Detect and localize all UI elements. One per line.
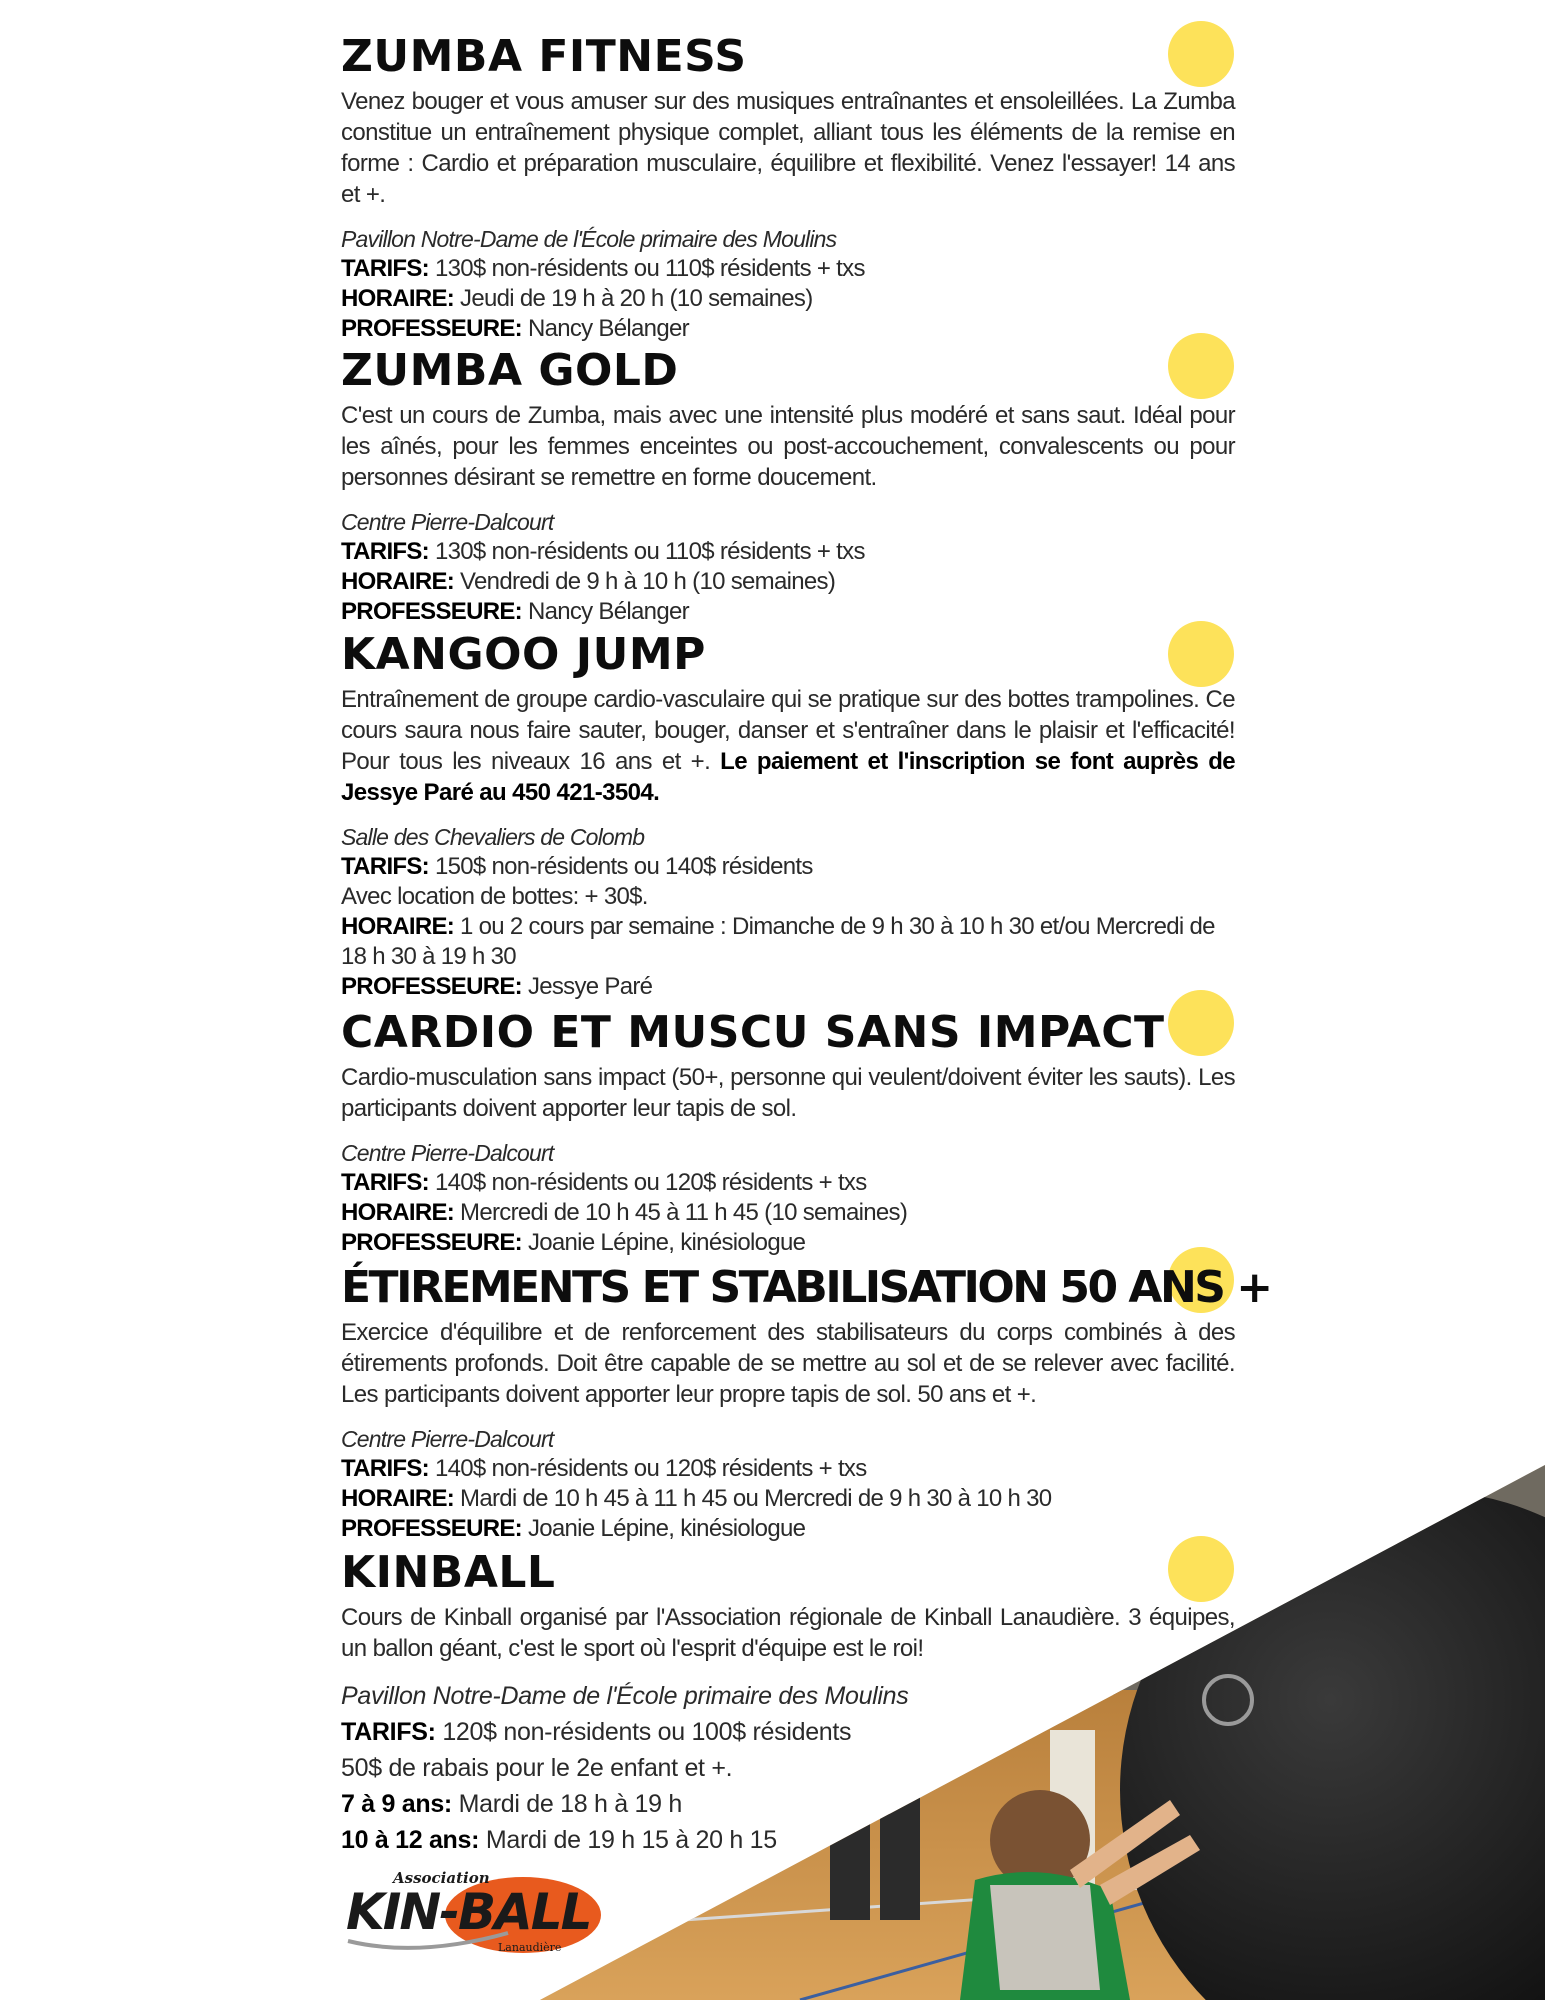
- tarifs-label: TARIFS:: [341, 1718, 436, 1746]
- horaire-value: Mercredi de 10 h 45 à 11 h 45 (10 semaines): [460, 1199, 908, 1226]
- course-cardio-muscu: [341, 1006, 1235, 1258]
- course-kangoo-jump: [341, 628, 1235, 1002]
- course-description: [341, 684, 1235, 808]
- course-title: ÉTIREMENTS ET STABILISATION 50 ANS +: [341, 1262, 1271, 1313]
- course-zumba-fitness: [341, 30, 1235, 344]
- age-group-value: Mardi de 19 h 15 à 20 h 15: [485, 1826, 777, 1854]
- course-title: ZUMBA GOLD: [341, 345, 679, 396]
- course-professeure: [341, 1514, 1235, 1544]
- age-group-value: Mardi de 18 h à 19 h: [458, 1790, 682, 1818]
- tarifs-label: TARIFS:: [341, 255, 429, 282]
- course-description: Exercice d'équilibre et de renforcement des stabilisateurs du corps combinés à des étirements profonds. Doit être capable de se mettre au sol et de se relever avec facilité. Les participants doivent apporter leur propre tapis de sol. 50 ans et +.: [341, 1319, 1235, 1408]
- logo-bottom-text: Lanaudière: [498, 1941, 562, 1954]
- tarifs-value: 130$ non-résidents ou 110$ résidents + txs: [434, 538, 865, 565]
- course-horaire: [341, 567, 1235, 597]
- course-location: Pavillon Notre-Dame de l'École primaire des Moulins: [341, 1682, 909, 1710]
- professeure-value: Joanie Lépine, kinésiologue: [527, 1229, 806, 1256]
- horaire-label: HORAIRE:: [341, 568, 455, 595]
- course-tarifs: [341, 1714, 1235, 1750]
- tarifs-value: 130$ non-résidents ou 110$ résidents + txs: [434, 255, 865, 282]
- kinball-association-logo: [338, 1863, 608, 1963]
- course-tarifs: [341, 254, 1235, 284]
- course-etirements: [341, 1261, 1271, 1544]
- course-horaire: [341, 912, 1235, 972]
- tarifs-label: TARIFS:: [341, 1169, 429, 1196]
- logo-main-text: KIN-BALL: [346, 1883, 591, 1941]
- horaire-value: Jeudi de 19 h à 20 h (10 semaines): [460, 285, 813, 312]
- course-professeure: [341, 597, 1235, 627]
- course-title: KINBALL: [341, 1547, 556, 1598]
- course-horaire: [341, 1484, 1235, 1514]
- horaire-label: HORAIRE:: [341, 1485, 455, 1512]
- professeure-label: PROFESSEURE:: [341, 315, 522, 342]
- description-bold: Le paiement et l'inscription se font auprès de Jessye Paré au 450 421-3504.: [341, 748, 1236, 806]
- age-group-label: 10 à 12 ans:: [341, 1826, 480, 1854]
- course-location: Pavillon Notre-Dame de l'École primaire des Moulins: [341, 226, 837, 252]
- tarifs-value: 120$ non-résidents ou 100$ résidents: [442, 1718, 852, 1746]
- course-location: Salle des Chevaliers de Colomb: [341, 824, 645, 850]
- age-group-label: 7 à 9 ans:: [341, 1790, 452, 1818]
- course-extra: Avec location de bottes: + 30$.: [341, 883, 648, 910]
- course-location: Centre Pierre-Dalcourt: [341, 509, 554, 535]
- professeure-label: PROFESSEURE:: [341, 1229, 522, 1256]
- horaire-value: 1 ou 2 cours par semaine : Dimanche de 9 h 30 à 10 h 30 et/ou Mercredi de 18 h 30 à 19 h 30: [341, 913, 1215, 970]
- course-horaire: [341, 1198, 1235, 1228]
- professeure-value: Jessye Paré: [527, 973, 653, 1000]
- professeure-value: Nancy Bélanger: [527, 315, 689, 342]
- course-kinball: [341, 1546, 1235, 1858]
- tarifs-value: 140$ non-résidents ou 120$ résidents + txs: [434, 1169, 867, 1196]
- course-tarifs: [341, 852, 1235, 882]
- course-professeure: [341, 314, 1235, 344]
- course-age-group: [341, 1786, 1235, 1822]
- professeure-value: Nancy Bélanger: [527, 598, 689, 625]
- course-age-group: [341, 1822, 1235, 1858]
- course-professeure: [341, 1228, 1235, 1258]
- professeure-label: PROFESSEURE:: [341, 1515, 522, 1542]
- course-zumba-gold: [341, 344, 1235, 627]
- tarifs-value: 140$ non-résidents ou 120$ résidents + txs: [434, 1455, 867, 1482]
- tarifs-value: 150$ non-résidents ou 140$ résidents: [434, 853, 813, 880]
- horaire-label: HORAIRE:: [341, 1199, 455, 1226]
- course-tarifs: [341, 537, 1235, 567]
- horaire-label: HORAIRE:: [341, 913, 455, 940]
- course-horaire: [341, 284, 1235, 314]
- course-title: KANGOO JUMP: [341, 629, 706, 680]
- course-location: Centre Pierre-Dalcourt: [341, 1140, 554, 1166]
- course-description: Venez bouger et vous amuser sur des musiques entraînantes et ensoleillées. La Zumba constitue un entraînement physique complet, alliant tous les éléments de la remise en forme : Cardio et préparation musculaire, équilibre et flexibilité. Venez l'essayer! 14 ans et +.: [341, 88, 1235, 208]
- tarifs-label: TARIFS:: [341, 1455, 429, 1482]
- description-text: Entraînement de groupe cardio-vasculaire qui se pratique sur des bottes trampolines. Ce cours saura nous faire sauter, bouger, danser et s'entraîner dans le plaisir et l'efficacité! Pour tous les niveaux 16 ans et +.: [341, 686, 1235, 775]
- horaire-value: Mardi de 10 h 45 à 11 h 45 ou Mercredi de 9 h 30 à 10 h 30: [460, 1485, 1052, 1512]
- course-description: Cours de Kinball organisé par l'Association régionale de Kinball Lanaudière. 3 équipes, un ballon géant, c'est le sport où l'esprit d'équipe est le roi!: [341, 1604, 1235, 1662]
- course-professeure: [341, 972, 1235, 1002]
- logo-top-text: Association: [393, 1869, 490, 1887]
- horaire-label: HORAIRE:: [341, 285, 455, 312]
- professeure-value: Joanie Lépine, kinésiologue: [527, 1515, 806, 1542]
- course-description: Cardio-musculation sans impact (50+, personne qui veulent/doivent éviter les sauts). Les participants doivent apporter leur tapis de sol.: [341, 1064, 1235, 1122]
- tarifs-label: TARIFS:: [341, 853, 429, 880]
- course-description: C'est un cours de Zumba, mais avec une intensité plus modéré et sans saut. Idéal pour les aînés, pour les femmes enceintes ou post-accouchement, convalescents ou pour personnes désirant se remettre en forme doucement.: [341, 402, 1235, 491]
- course-title: ZUMBA FITNESS: [341, 31, 747, 82]
- course-tarifs: [341, 1454, 1235, 1484]
- course-extra: 50$ de rabais pour le 2e enfant et +.: [341, 1754, 733, 1782]
- course-location: Centre Pierre-Dalcourt: [341, 1426, 554, 1452]
- course-tarifs: [341, 1168, 1235, 1198]
- horaire-value: Vendredi de 9 h à 10 h (10 semaines): [460, 568, 836, 595]
- professeure-label: PROFESSEURE:: [341, 973, 522, 1000]
- professeure-label: PROFESSEURE:: [341, 598, 522, 625]
- tarifs-label: TARIFS:: [341, 538, 429, 565]
- course-title: CARDIO ET MUSCU SANS IMPACT: [341, 1007, 1165, 1058]
